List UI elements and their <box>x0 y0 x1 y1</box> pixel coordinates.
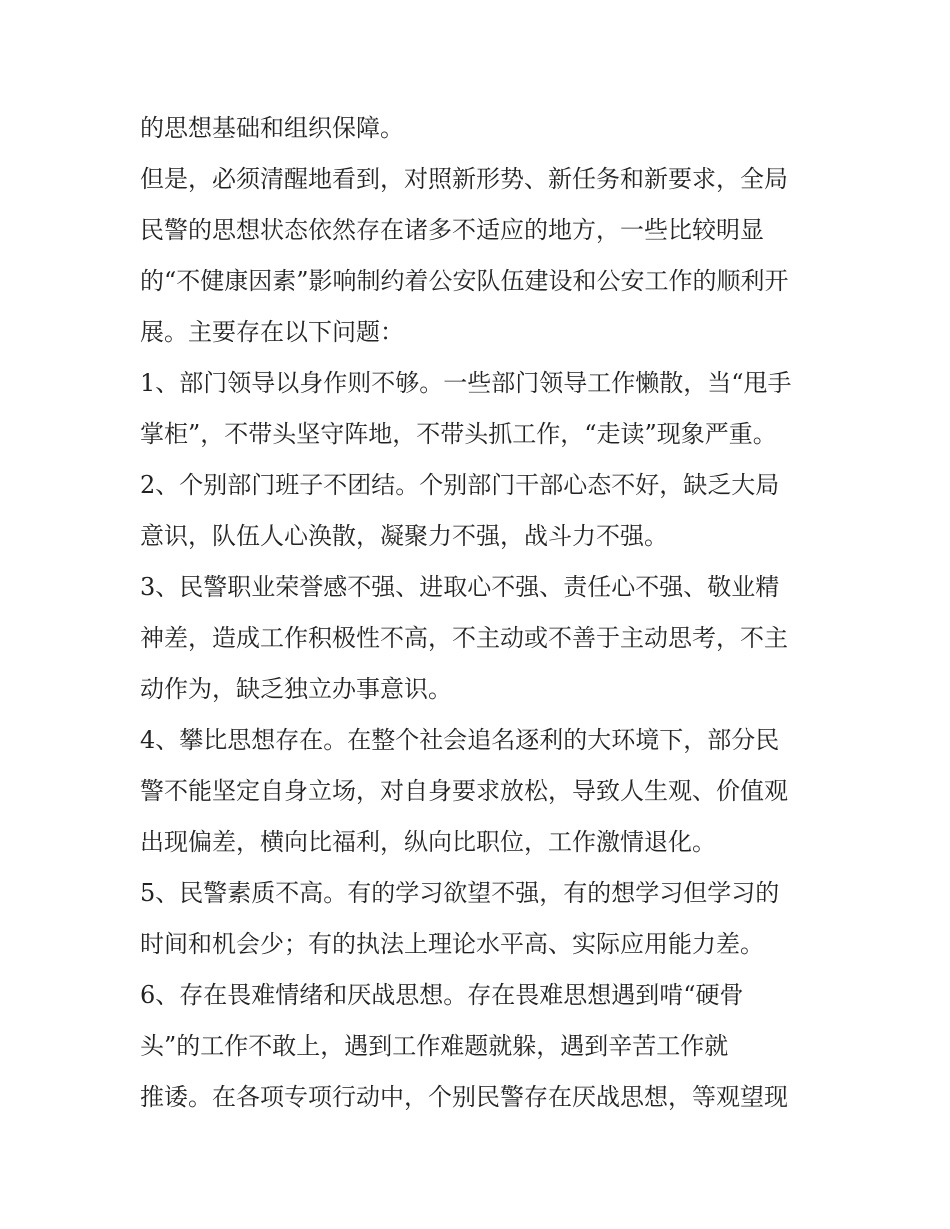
text-line: 4、攀比思想存在。在整个社会追名逐利的大环境下，部分民 <box>140 726 780 754</box>
text-line: 出现偏差，横向比福利，纵向比职位，工作激情退化。 <box>140 828 716 856</box>
text-line: 1、部门领导以身作则不够。一些部门领导工作懒散，当“甩手 <box>140 369 792 397</box>
text-line: 头”的工作不敢上，遇到工作难题就躲，遇到辛苦工作就 <box>140 1032 729 1060</box>
text-line: 3、民警职业荣誉感不强、进取心不强、责任心不强、敬业精 <box>140 573 780 601</box>
text-line: 意识，队伍人心涣散，凝聚力不强，战斗力不强。 <box>140 522 668 550</box>
text-line: 时间和机会少；有的执法上理论水平高、实际应用能力差。 <box>140 930 764 958</box>
text-line: 掌柜”，不带头坚守阵地，不带头抓工作，“走读”现象严重。 <box>140 420 777 448</box>
text-line: 6、存在畏难情绪和厌战思想。存在畏难思想遇到啃“硬骨 <box>140 981 744 1009</box>
text-line: 的思想基础和组织保障。 <box>140 114 404 142</box>
text-line: 但是，必须清醒地看到，对照新形势、新任务和新要求，全局 <box>140 165 788 193</box>
text-line: 的“不健康因素”影响制约着公安队伍建设和公安工作的顺利开 <box>140 267 789 295</box>
text-line: 5、民警素质不高。有的学习欲望不强，有的想学习但学习的 <box>140 879 780 907</box>
text-line: 警不能坚定自身立场，对自身要求放松，导致人生观、价值观 <box>140 777 788 805</box>
text-line: 民警的思想状态依然存在诸多不适应的地方，一些比较明显 <box>140 216 764 244</box>
text-line: 展。主要存在以下问题： <box>140 318 404 346</box>
text-line: 推诿。在各项专项行动中，个别民警存在厌战思想，等观望现 <box>140 1083 788 1111</box>
text-line: 动作为，缺乏独立办事意识。 <box>140 675 452 703</box>
document-body <box>140 103 840 1123</box>
text-line: 2、个别部门班子不团结。个别部门干部心态不好，缺乏大局 <box>140 471 780 499</box>
text-line: 神差，造成工作积极性不高，不主动或不善于主动思考，不主 <box>140 624 788 652</box>
